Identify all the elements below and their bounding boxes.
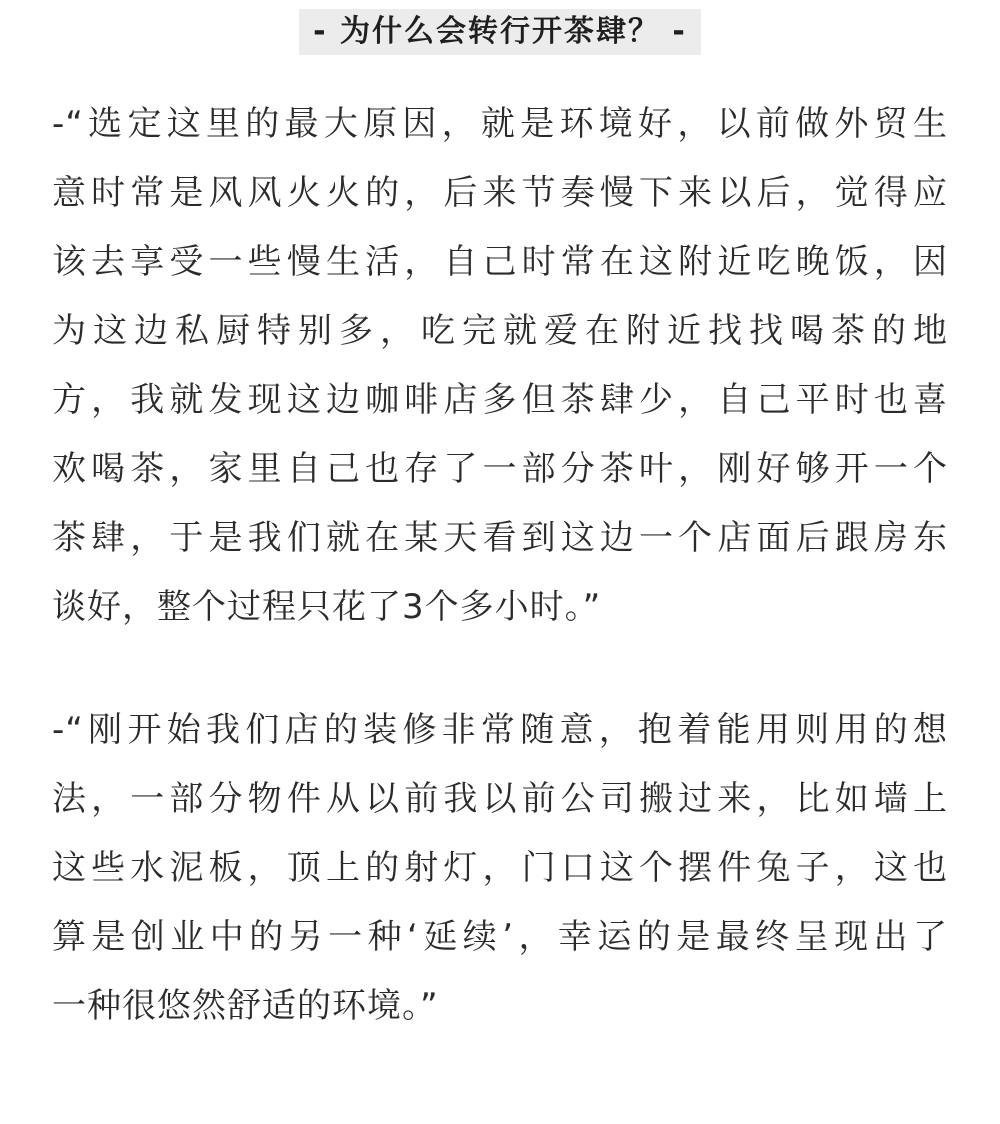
text-line: 算是创业中的另一种‘延续’，幸运的是最终呈现出了 [52,917,948,957]
text-line: 意时常是风风火火的，后来节奏慢下来以后，觉得应 [52,173,948,213]
text-line: 谈好，整个过程只花了3个多小时。” [52,587,602,627]
paragraph-quote-2 [52,696,948,1041]
text-line: 方，我就发现这边咖啡店多但茶肆少，自己平时也喜 [52,380,948,420]
paragraph-quote-1 [52,90,948,642]
text-line: 茶肆，于是我们就在某天看到这边一个店面后跟房东 [52,518,948,558]
text-line: 法，一部分物件从以前我以前公司搬过来，比如墙上 [52,779,948,819]
section-header [0,9,1000,55]
text-line: 为这边私厨特别多，吃完就爱在附近找找喝茶的地 [52,311,948,351]
text-line: 该去享受一些慢生活，自己时常在这附近吃晚饭，因 [52,242,948,282]
section-title: - 为什么会转行开茶肆？ - [299,9,701,55]
text-line: 欢喝茶，家里自己也存了一部分茶叶，刚好够开一个 [52,449,948,489]
text-line: 一种很悠然舒适的环境。” [52,986,439,1026]
text-line: -“刚开始我们店的装修非常随意，抱着能用则用的想 [52,710,948,750]
text-line: -“选定这里的最大原因，就是环境好，以前做外贸生 [52,104,948,144]
text-line: 这些水泥板，顶上的射灯，门口这个摆件兔子，这也 [52,848,948,888]
